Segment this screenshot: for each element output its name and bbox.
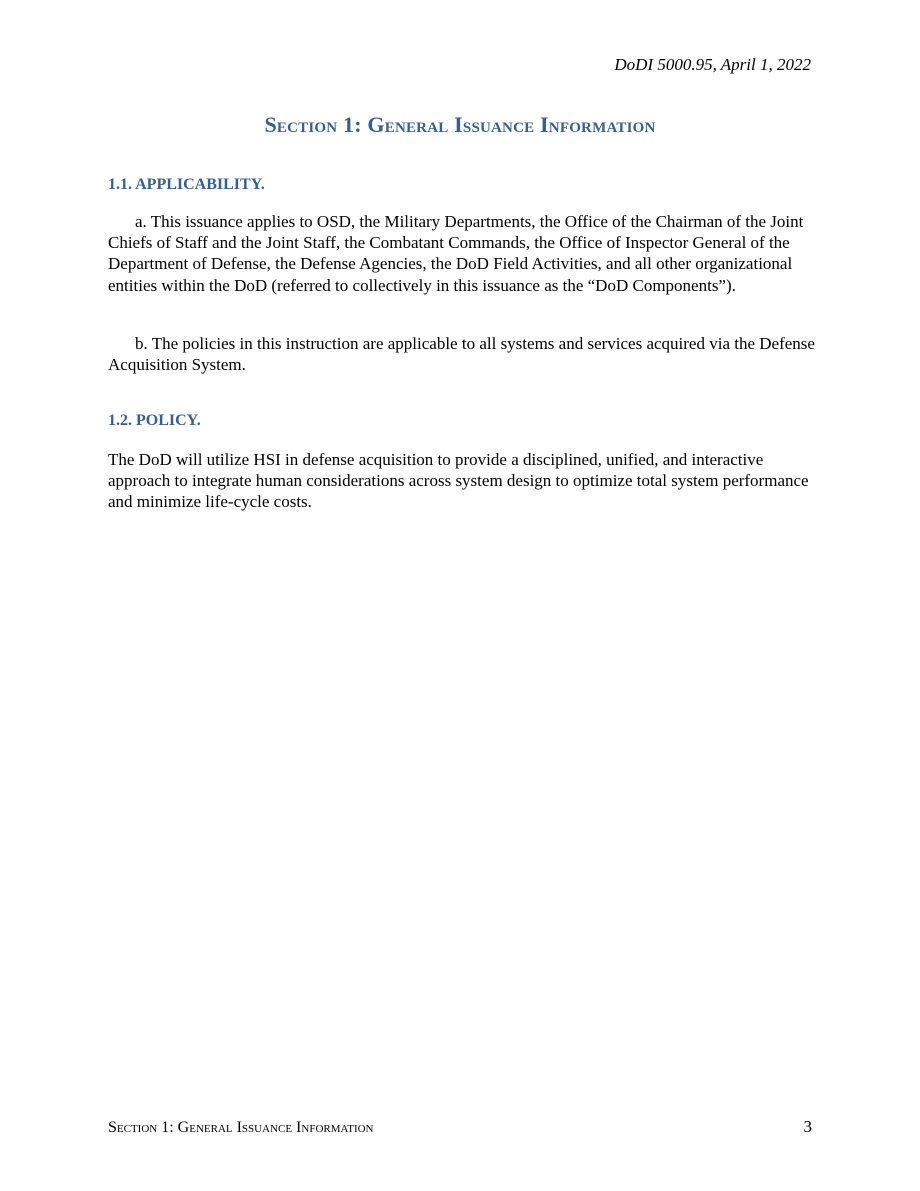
paragraph-applicability-a: a. This issuance applies to OSD, the Military Departments, the Office of the Chairman of the Joint Chiefs of Staff and the Joint Staff, the Combatant Commands, the Office of Inspector General of the Department of Defense, the Defense Agencies, the DoD Field Activities, and all other organizational entities within the DoD (referred to collectively in this issuance as the “DoD Components”). (108, 212, 804, 295)
section-title: Section 1: General Issuance Information (264, 112, 656, 137)
paragraph-policy: The DoD will utilize HSI in defense acquisition to provide a disciplined, unified, and interactive approach to integrate human considerations across system design to optimize total system performance and minimize life-cycle costs. (108, 450, 809, 512)
footer-page-number: 3 (803, 1117, 812, 1136)
running-header: DoDI 5000.95, April 1, 2022 (614, 55, 811, 74)
heading-policy: 1.2. POLICY. (108, 412, 201, 429)
heading-applicability: 1.1. APPLICABILITY. (108, 176, 265, 193)
footer-section-label: Section 1: General Issuance Information (108, 1119, 374, 1136)
paragraph-applicability-b: b. The policies in this instruction are applicable to all systems and services acquired via the Defense Acquisition System. (108, 334, 815, 375)
